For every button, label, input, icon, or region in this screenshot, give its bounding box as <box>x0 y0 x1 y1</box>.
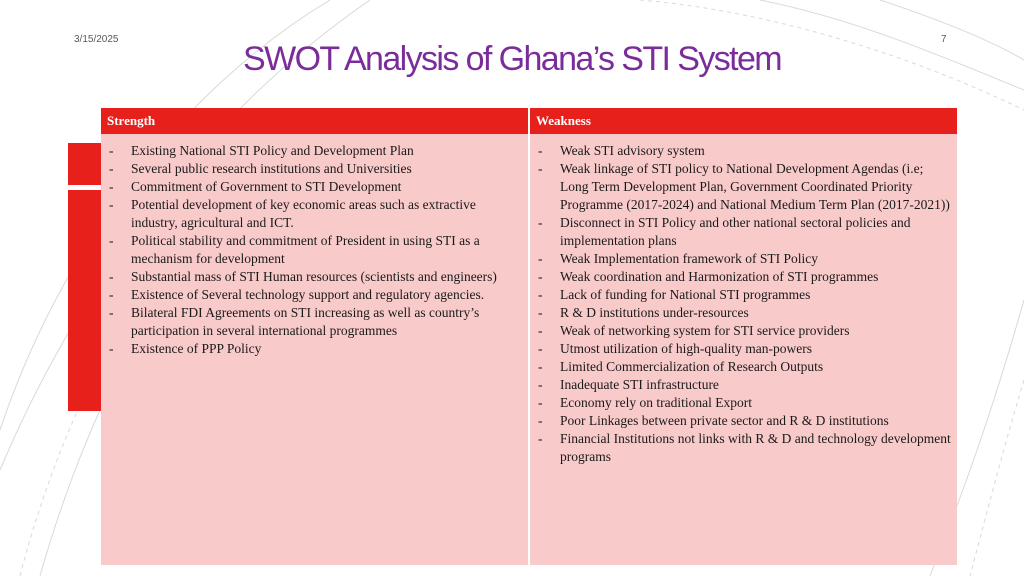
weakness-item <box>536 142 951 160</box>
strength-list <box>107 142 522 358</box>
strength-item-text: Commitment of Government to STI Development <box>131 179 402 194</box>
bullet-dash: - <box>109 269 114 284</box>
bullet-dash: - <box>538 287 543 302</box>
weakness-item-text: Weak STI advisory system <box>560 143 705 158</box>
strength-item-text: Existence of PPP Policy <box>131 341 262 356</box>
bullet-dash: - <box>109 341 114 356</box>
weakness-item <box>536 214 951 250</box>
weakness-list <box>536 142 951 466</box>
strength-item <box>107 304 522 340</box>
weakness-item <box>536 322 951 340</box>
weakness-item-text: Inadequate STI infrastructure <box>560 377 719 392</box>
strength-header: Strength <box>101 108 529 134</box>
weakness-item-text: Weak of networking system for STI service providers <box>560 323 850 338</box>
content-row <box>101 134 957 565</box>
header-row <box>101 108 957 134</box>
weakness-item <box>536 358 951 376</box>
bullet-dash: - <box>538 143 543 158</box>
weakness-item-text: Limited Commercialization of Research Outputs <box>560 359 824 374</box>
strength-item-text: Bilateral FDI Agreements on STI increasing as well as country’s participation in several international programmes <box>131 305 480 338</box>
accent-bar-bottom <box>68 190 102 411</box>
weakness-item-text: Weak coordination and Harmonization of STI programmes <box>560 269 879 284</box>
bullet-dash: - <box>109 305 114 320</box>
bullet-dash: - <box>538 305 543 320</box>
bullet-dash: - <box>538 269 543 284</box>
weakness-item <box>536 430 951 466</box>
bullet-dash: - <box>109 233 114 248</box>
strength-item <box>107 142 522 160</box>
strength-item <box>107 232 522 268</box>
strength-item-text: Substantial mass of STI Human resources (scientists and engineers) <box>131 269 497 284</box>
bullet-dash: - <box>538 323 543 338</box>
weakness-item <box>536 394 951 412</box>
bullet-dash: - <box>109 143 114 158</box>
bullet-dash: - <box>538 431 543 446</box>
strength-item <box>107 196 522 232</box>
weakness-item <box>536 268 951 286</box>
strength-item <box>107 268 522 286</box>
weakness-item <box>536 250 951 268</box>
bullet-dash: - <box>109 287 114 302</box>
weakness-item-text: Weak linkage of STI policy to National Development Agendas (i.e; Long Term Development Plan, Government Coordinated Priority Programme (2017-2024) and National Medium Term Plan (2017-2021)) <box>560 161 950 212</box>
weakness-item-text: Disconnect in STI Policy and other national sectoral policies and implementation plans <box>560 215 911 248</box>
weakness-item <box>536 412 951 430</box>
bullet-dash: - <box>538 413 543 428</box>
weakness-item-text: Weak Implementation framework of STI Policy <box>560 251 818 266</box>
bullet-dash: - <box>538 341 543 356</box>
weakness-item <box>536 286 951 304</box>
weakness-item <box>536 340 951 358</box>
weakness-header: Weakness <box>529 108 957 134</box>
strength-item-text: Several public research institutions and Universities <box>131 161 412 176</box>
bullet-dash: - <box>538 395 543 410</box>
bullet-dash: - <box>538 251 543 266</box>
bullet-dash: - <box>538 377 543 392</box>
swot-table <box>101 108 957 565</box>
strength-item <box>107 160 522 178</box>
accent-bar-top <box>68 143 102 185</box>
strength-item-text: Political stability and commitment of President in using STI as a mechanism for development <box>131 233 480 266</box>
weakness-cell <box>529 134 957 565</box>
strength-item-text: Existing National STI Policy and Development Plan <box>131 143 414 158</box>
weakness-item-text: Lack of funding for National STI programmes <box>560 287 811 302</box>
weakness-item-text: Utmost utilization of high-quality man-powers <box>560 341 812 356</box>
bullet-dash: - <box>538 359 543 374</box>
strength-item-text: Existence of Several technology support and regulatory agencies. <box>131 287 485 302</box>
weakness-item-text: Financial Institutions not links with R & D and technology development programs <box>560 431 951 464</box>
slide-title: SWOT Analysis of Ghana’s STI System <box>243 40 781 78</box>
weakness-item <box>536 304 951 322</box>
strength-cell <box>101 134 529 565</box>
bullet-dash: - <box>109 197 114 212</box>
weakness-item <box>536 160 951 214</box>
bullet-dash: - <box>109 179 114 194</box>
strength-item <box>107 178 522 196</box>
bullet-dash: - <box>109 161 114 176</box>
strength-item <box>107 340 522 358</box>
strength-item <box>107 286 522 304</box>
weakness-item-text: Economy rely on traditional Export <box>560 395 752 410</box>
slide-date: 3/15/2025 <box>74 34 119 45</box>
weakness-item-text: Poor Linkages between private sector and R & D institutions <box>560 413 889 428</box>
bullet-dash: - <box>538 161 543 176</box>
strength-item-text: Potential development of key economic areas such as extractive industry, agricultural and ICT. <box>131 197 476 230</box>
bullet-dash: - <box>538 215 543 230</box>
weakness-item-text: R & D institutions under-resources <box>560 305 749 320</box>
weakness-item <box>536 376 951 394</box>
slide-page-number: 7 <box>941 34 947 45</box>
